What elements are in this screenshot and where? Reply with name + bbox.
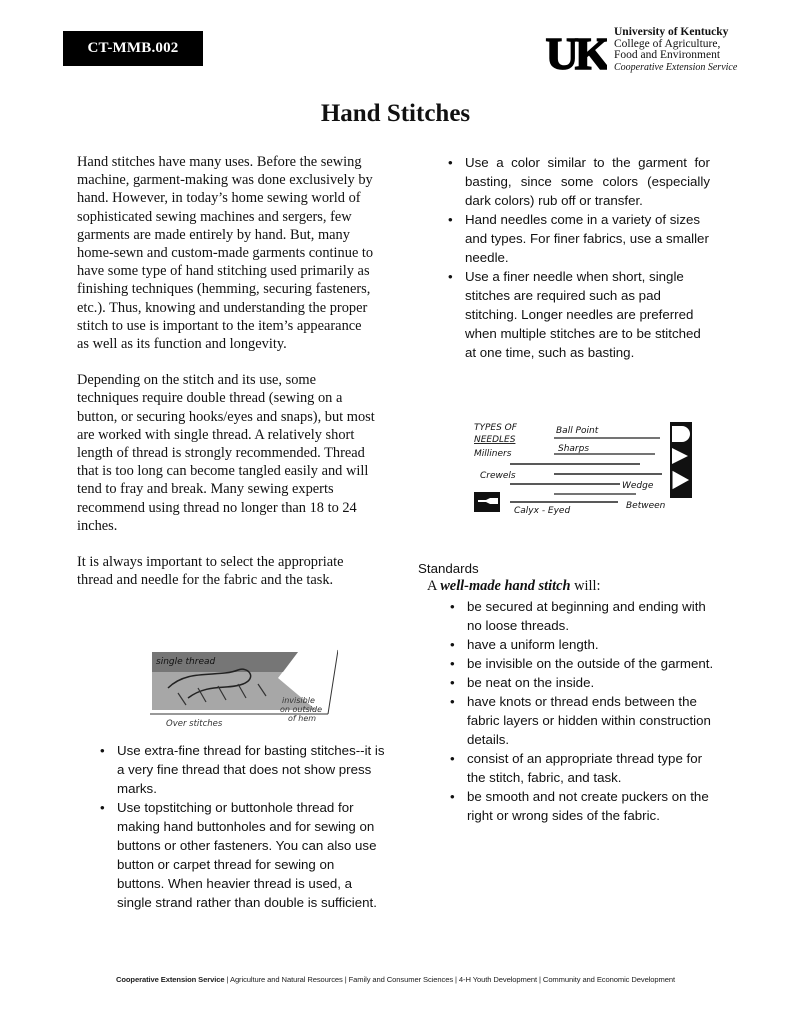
footer [0,975,791,984]
label-over-stitches: Over stitches [166,719,223,729]
footer-programs: | Agriculture and Natural Resources | Family and Consumer Sciences | 4-H Youth Development | Community and Economic Development [224,975,676,984]
page-title: Hand Stitches [320,100,471,127]
needle-types-illustration [470,420,706,520]
thread-tips-list [100,741,385,912]
left-column [77,153,377,607]
list-item: • consist of an appropriate thread type for the stitch, fabric, and task. [450,749,720,787]
publication-code-badge: CT-MMB.002 [63,31,203,66]
list-item: • be neat on the inside. [450,673,720,692]
svg-text:UK: UK [545,28,607,75]
thread-paragraph: Depending on the stitch and its use, some techniques require double thread (sewing on a button, or securing hooks/eyes and snaps), but most are worked with single thread. A relatively short length of thread is strongly recommended. Thread that is too long can become tangled easily and will tend to fray and break. Many sewing experts recommend using thread no longer than 18 to 24 inches. [77,372,375,534]
label-wedge: Wedge [622,481,654,491]
list-item: • be smooth and not create puckers on the right or wrong sides of the fabric. [450,787,720,825]
stitch-illustration [148,648,338,730]
list-item: • Hand needles come in a variety of sizes and types. For finer fabrics, use a smaller needle. [448,210,710,267]
list-item: • be secured at beginning and ending with no loose threads. [450,597,720,635]
label-milliners: Milliners [474,449,512,459]
intro-paragraph: Hand stitches have many uses. Before the sewing machine, garment-making was done exclusively by hand. However, in today’s home sewing world of sophisticated sewing machines and sergers, few garments are made entirely by hand. But, many home-sewn and custom-made garments continue to have some type of hand stitching used primarily as finishing techniques (hemming, securing fasteners, etc.). Thus, knowing and understanding the proper stitch to use is important to the item’s appearance as well as its function and longevity. [77,154,374,353]
org-college: College of Agriculture, [614,37,721,50]
list-item: • have a uniform length. [450,635,720,654]
list-item: • have knots or thread ends between the fabric layers or hidden within construction details. [450,692,720,749]
org-college-cont: Food and Environment [614,49,721,61]
standards-intro [427,578,601,595]
ball-point-tip [672,426,690,442]
label-sharps: Sharps [558,444,590,454]
selection-paragraph: It is always important to select the appropriate thread and needle for the fabric and the task. [77,554,344,589]
list-item: • be invisible on the outside of the garment. [450,654,720,673]
org-university: University of Kentucky [614,26,729,38]
footer-lead: Cooperative Extension Service [115,975,225,984]
standards-heading: Standards [418,561,479,576]
standards-list [450,597,720,825]
label-invisible-3: of hem [288,714,317,723]
list-item: • Use topstitching or buttonhole thread for making hand buttonholes and for sewing on buttons or other fasteners. You can also use button or carpet thread for sewing on buttons. When heavier thread is used, a single strand rather than double is sufficient. [100,798,385,912]
needle-tips-list [448,153,710,362]
intro-suffix: will: [570,578,601,594]
label-single-thread: single thread [156,657,216,667]
diagonal-line [328,650,338,714]
list-item: • Use extra-fine thread for basting stitches--it is a very fine thread that does not show press marks. [100,741,385,798]
label-crewels: Crewels [480,471,516,481]
label-ball-point: Ball Point [556,426,599,436]
label-between: Between [626,501,666,511]
uk-logo-icon [545,27,607,75]
list-item: • Use a finer needle when short, single stitches are required such as pad stitching. Longer needles are preferred when multiple stitches are to be stitched at one time, such as basting. [448,267,710,362]
label-invisible-2: on outside [280,705,322,714]
intro-emphasis: well-made hand stitch [440,578,571,594]
org-name-block [614,27,737,73]
label-needles: NEEDLES [474,435,516,445]
org-service: Cooperative Extension Service [614,61,738,73]
list-item: • Use a color similar to the garment for basting, since some colors (especially dark colors) rub off or transfer. [448,153,710,210]
label-types-of: TYPES OF [474,423,517,433]
label-calyx-eyed: Calyx - Eyed [514,506,571,516]
label-invisible-1: invisible [282,696,315,705]
intro-prefix: A [427,578,441,594]
